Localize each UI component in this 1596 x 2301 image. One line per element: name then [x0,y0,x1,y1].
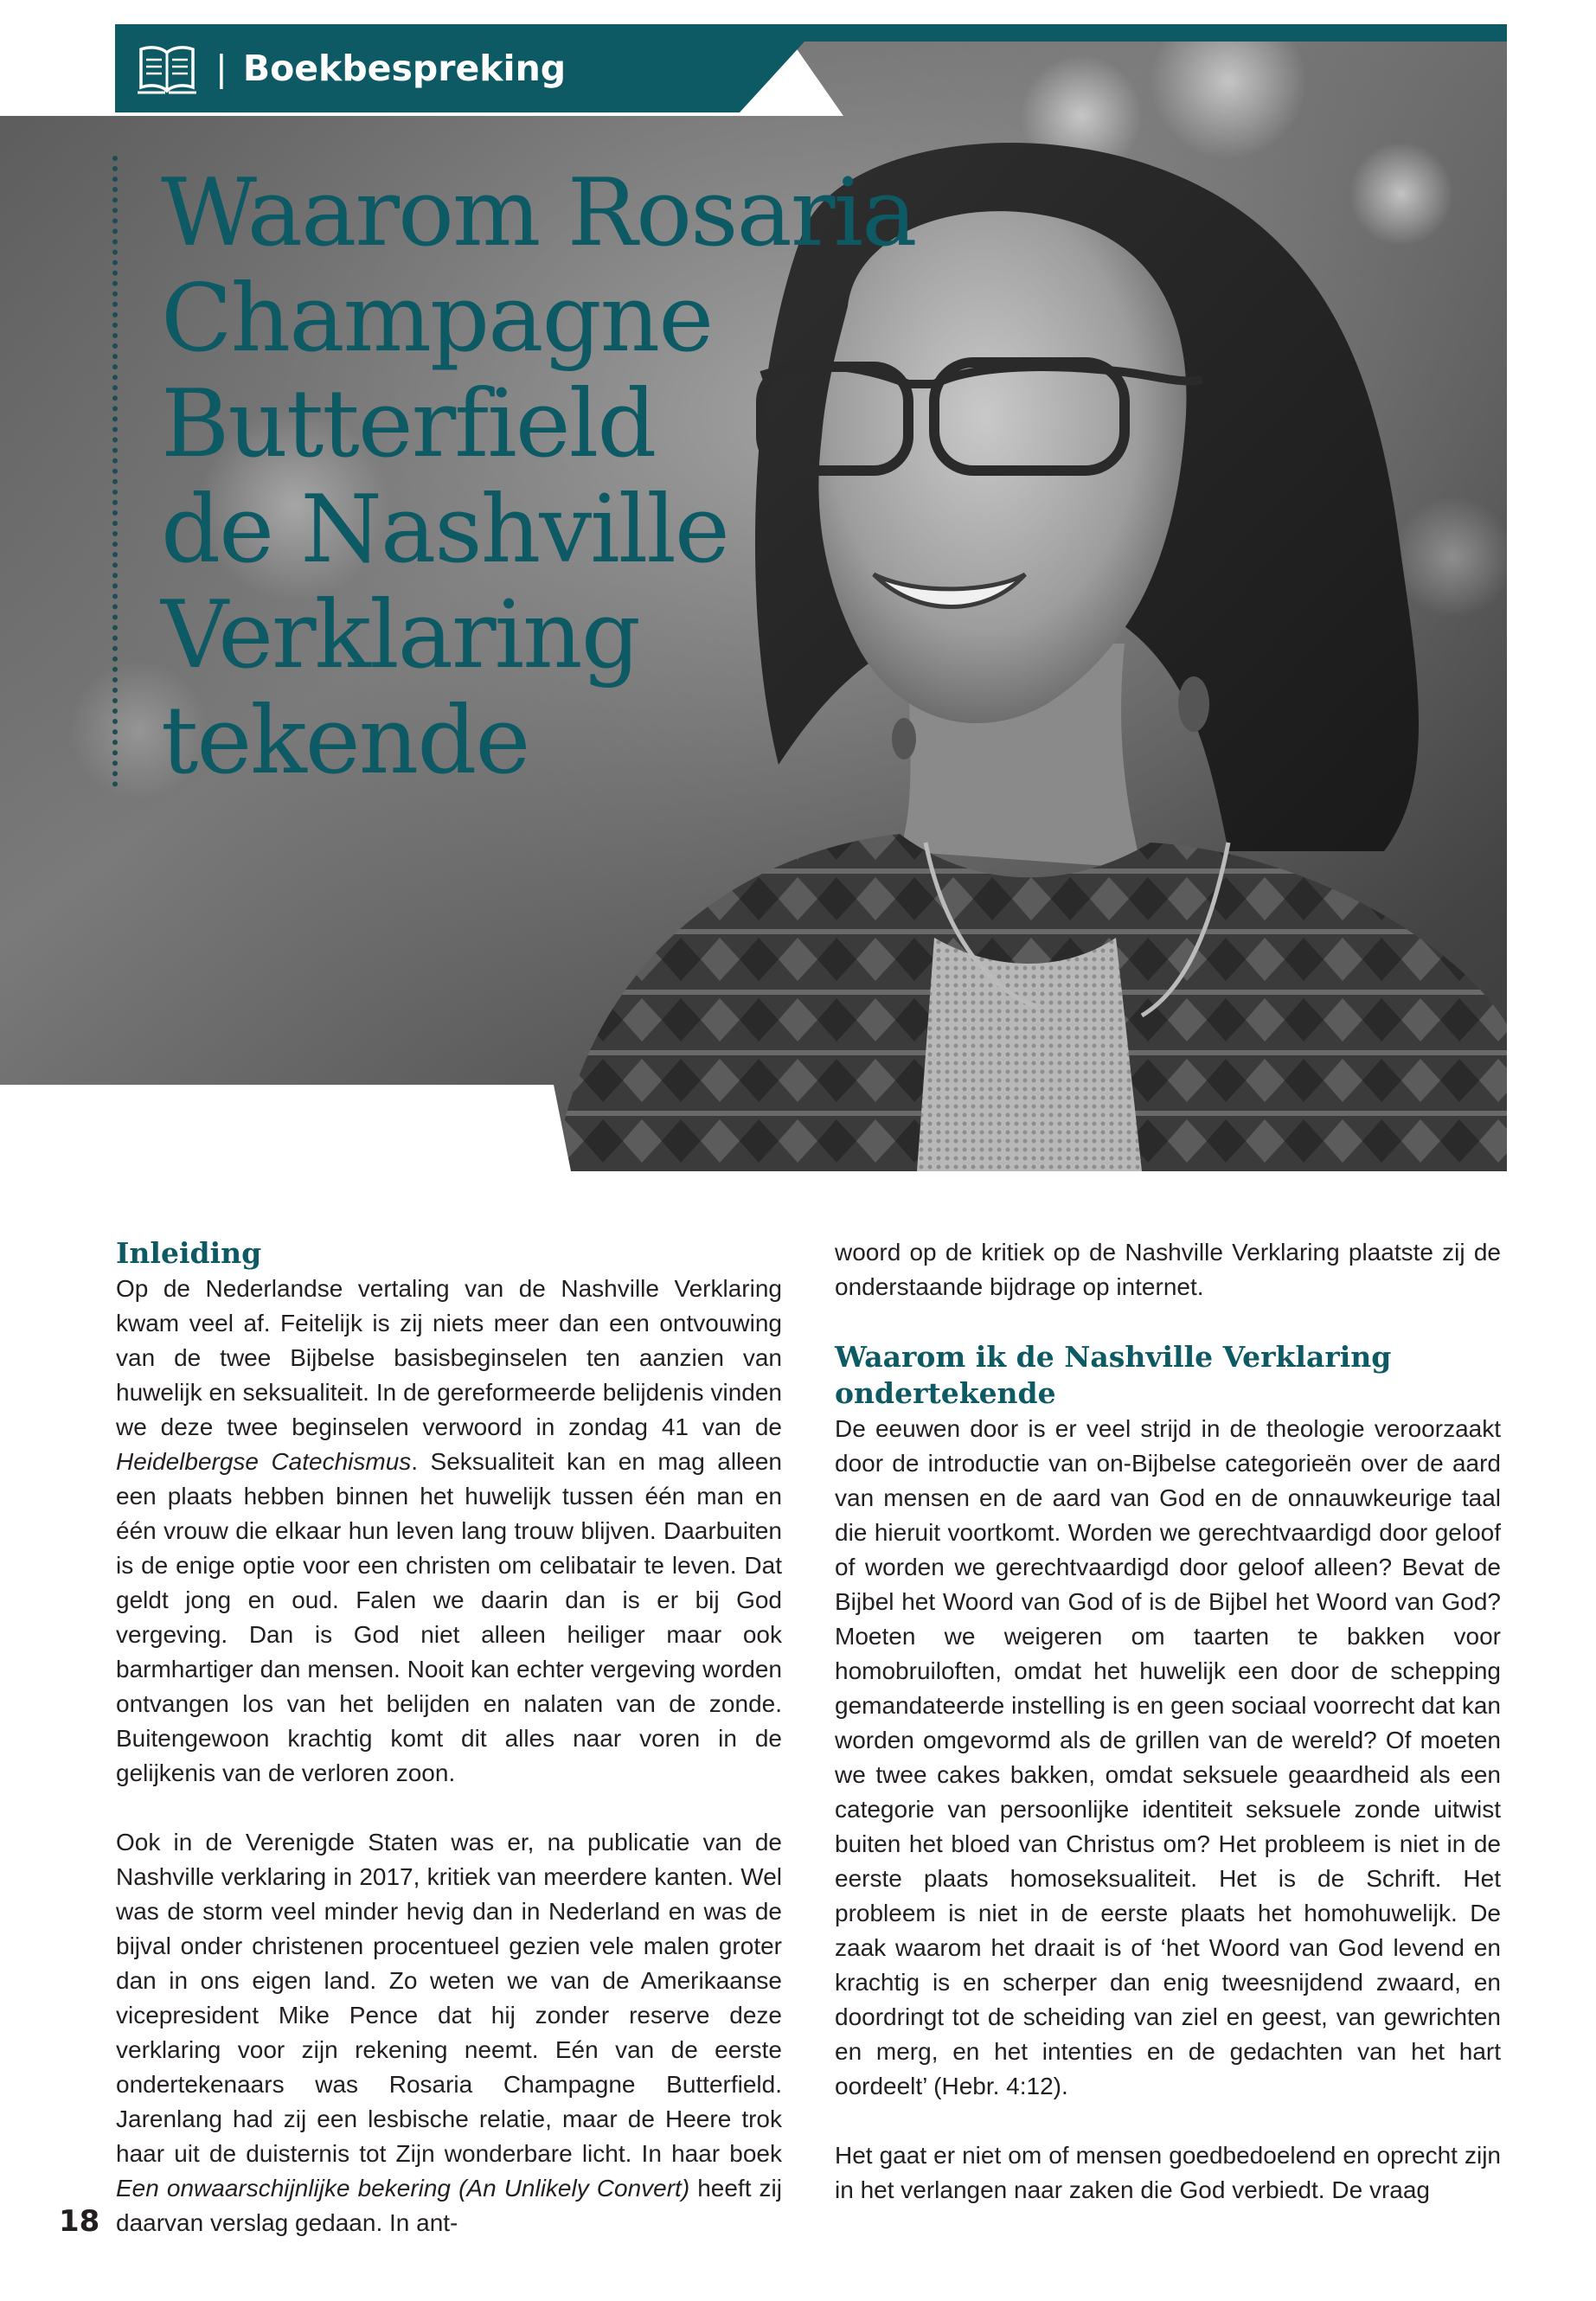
title-line: Verklaring [161,581,639,689]
body-text: . Seksualiteit kan en mag alleen een plaats hebben binnen het huwelijk tussen één man en één vrouw die elkaar hun leven lang trouw blijven. Daarbuiten is de enige optie voor een christen om celibatair te leven. Dat geldt jong en oud. Falen we daarin dan is er bij God vergeving. Dan is God niet alleen heiliger maar ook barmhartiger dan mensen. Nooit kan echter vergeving worden ontvangen los van het belijden en nalaten van de zonde. Buitengewoon krachtig komt dit alles naar voren in de gelijkenis van de verloren zoon. [116,1448,782,1786]
body-paragraph [116,1825,782,2240]
body-paragraph: De eeuwen door is er veel strijd in de theologie veroorzaakt door de introductie van on-Bijbelse categorieën over de aard van mensen en de aard van God en de onnauwkeurige taal die hieruit voortkomt. Worden we gerechtvaardigd door geloof of worden we gerechtvaardigd door geloof alleen? Bevat de Bijbel het Woord van God of is de Bijbel het Woord van God? Moeten we weigeren om taarten te bakken voor homobruiloften, omdat het huwelijk een door de schepping gemandateerde instelling is en geen sociaal voorrecht dat kan worden omgevormd als de grillen van de wereld? Of moeten we twee cakes bakken, omdat seksuele geaardheid als een categorie van persoonlijke identiteit seksuele zonde uitwist buiten het bloed van Christus om? Het probleem is niet in de eerste plaats homoseksualiteit. Het is de Schrift. Het probleem is niet in de eerste plaats het homohuwelijk. De zaak waarom het draait is of ‘het Woord van God levend en krachtig is en scherper dan enig tweesnijdend zwaard, en doordringt tot de scheiding van ziel en geest, van gewrichten en merg, en het intenties en de gedachten van het hart oordeelt’ (Hebr. 4:12). [835,1415,1501,2099]
book-title: Een onwaarschijnlijke bekering (An Unlikely Convert) [116,2175,690,2202]
title-line: tekende [161,687,529,795]
body-paragraph: Het gaat er niet om of mensen goedbedoelend en oprecht zijn in het verlangen naar zaken die God verbiedt. De vraag [835,2142,1501,2203]
body-text: heeft zij daarvan verslag gedaan. In ant- [116,2175,782,2236]
page-number: 18 [59,2204,100,2239]
section-separator: | [215,48,228,89]
title-dotted-rule [112,156,123,787]
body-paragraph: woord op de kritiek op de Nashville Verklaring plaatste zij de onderstaande bijdrage op internet. [835,1239,1501,1300]
body-text: Ook in de Verenigde Staten was er, na publicatie van de Nashville verklaring in 2017, kritiek van meerdere kanten. Wel was de storm veel minder hevig dan in Nederland en was de bijval onder christenen procentueel gezien vele malen groter dan in ons eigen land. Zo weten we van de Amerikaanse vicepresident Mike Pence dat hij zonder reserve deze verklaring voor zijn rekening neemt. Eén van de eerste ondertekenaars was Rosaria Champagne Butterfield. Jarenlang had zij een lesbische relatie, maar de Heere trok haar uit de duisternis tot Zijn wonderbare licht. In haar boek [116,1829,782,2167]
book-reference: Heidelbergse Catechismus [116,1448,412,1475]
title-line: Champagne [161,265,713,373]
section-heading-inleiding: Inleiding [116,1236,262,1270]
body-text: Op de Nederlandse vertaling van de Nashville Verklaring kwam veel af. Feitelijk is zij niets meer dan een ontvouwing van de twee Bijbelse basisbeginselen ten aanzien van huwelijk en seksualiteit. In de gereformeerde belijdenis vinden we deze twee beginselen verwoord in zondag 41 van de [116,1275,782,1440]
title-line: Waarom Rosaria [161,159,916,267]
title-line: de Nashville [161,476,728,584]
body-paragraph [116,1272,782,1791]
open-book-icon [136,41,198,96]
section-tag [115,22,566,114]
left-column [116,1235,782,2240]
title-line: Butterfield [161,370,656,478]
section-heading-waarom: Waarom ik de Nashville Verklaring ondertekende [835,1340,1392,1410]
section-label: Boekbespreking [242,48,567,89]
right-column [835,1235,1501,2208]
article-title [161,161,916,794]
